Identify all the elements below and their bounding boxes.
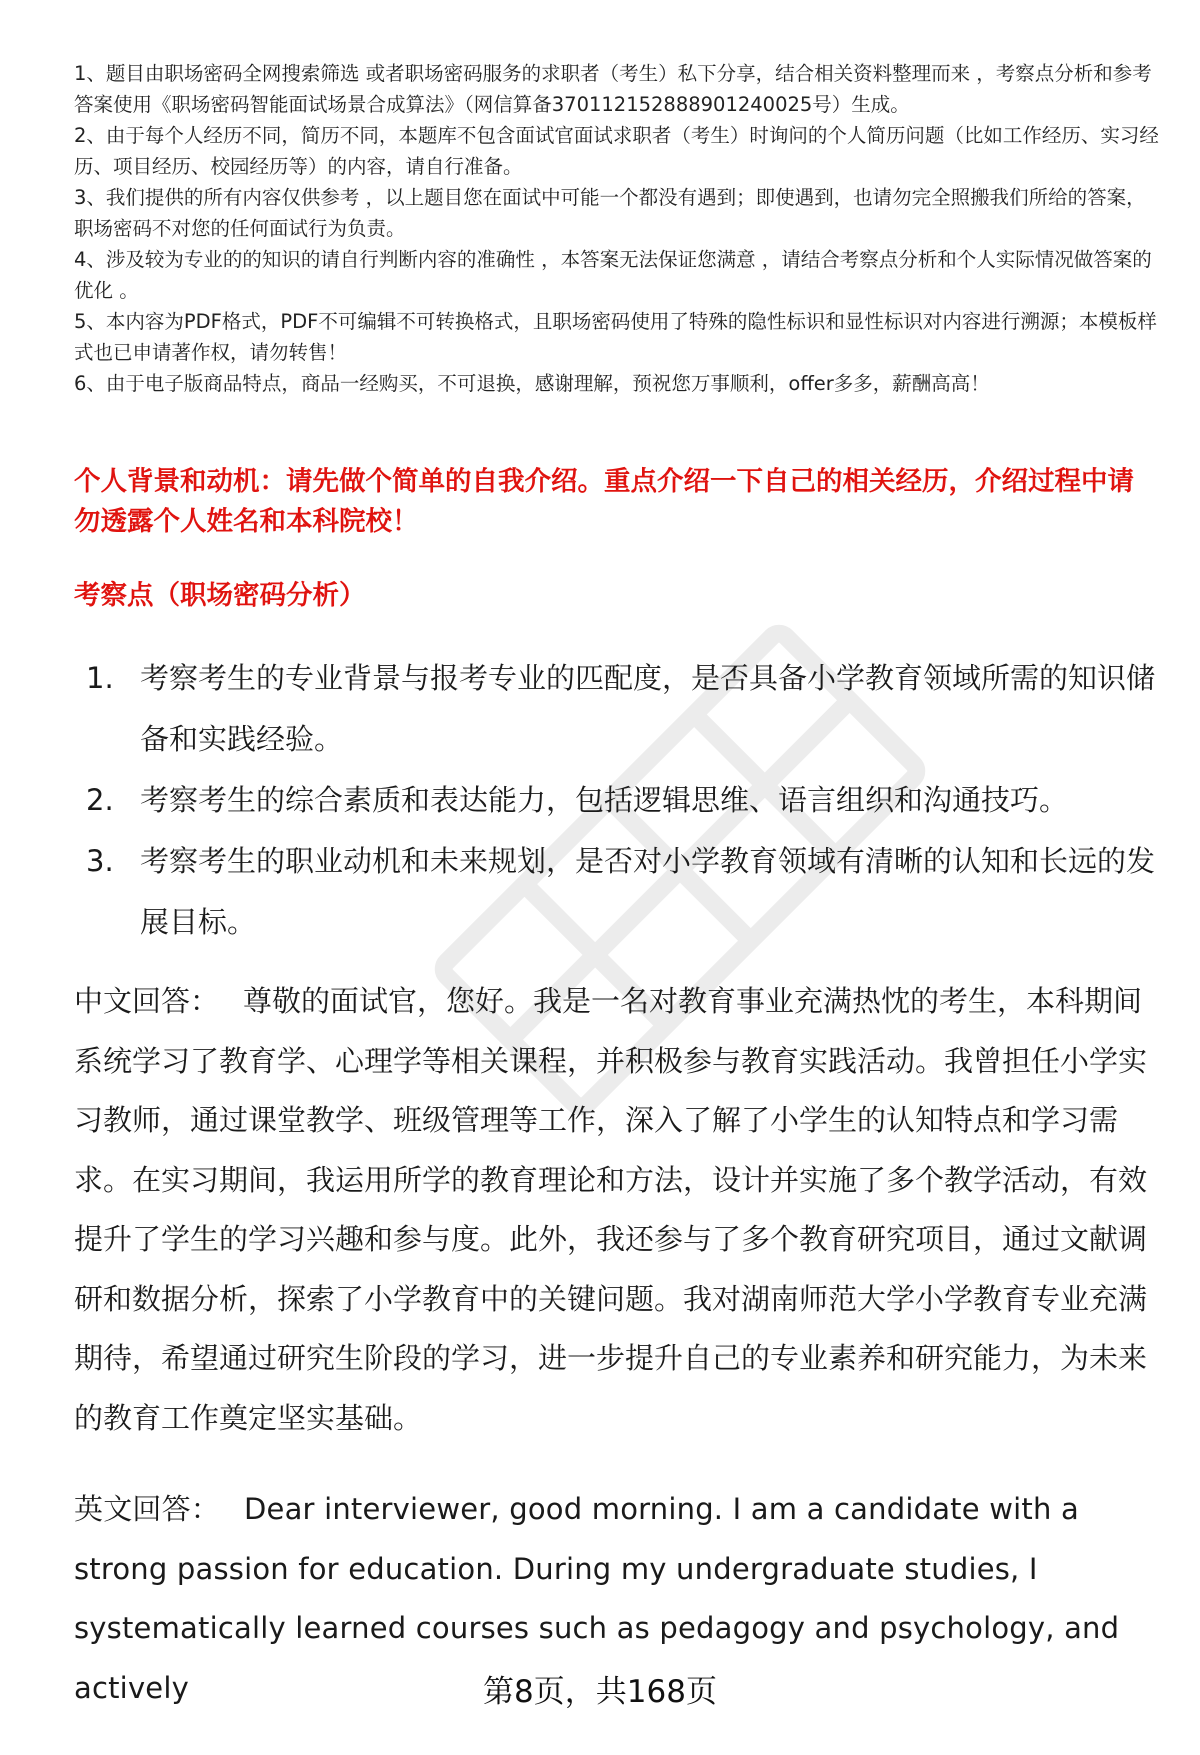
points-heading: 考察点（职场密码分析） (74, 580, 366, 611)
english-answer-label: 英文回答： (74, 1492, 221, 1526)
disclaimer-item: 1、题目由职场密码全网搜索筛选 或者职场密码服务的求职者（考生）私下分享，结合相关资料整理而来 ，考察点分析和参考答案使用《职场密码智能面试场景合成算法》（网信算备370112152888901240025号）生成。 (74, 62, 1152, 116)
evaluation-points-list (74, 648, 1160, 953)
question-heading: 个人背景和动机：请先做个简单的自我介绍。重点介绍一下自己的相关经历，介绍过程中请勿透露个人姓名和本科院校！ (74, 466, 1134, 537)
page-number-footer: 第8页，共168页 (483, 1674, 717, 1710)
disclaimer-item: 4、涉及较为专业的的知识的请自行判断内容的准确性 ，本答案无法保证您满意 ，请结合考察点分析和个人实际情况做答案的优化 。 (74, 248, 1152, 302)
disclaimer-item: 6、由于电子版商品特点，商品一经购买，不可退换，感谢理解，预祝您万事顺利，offer多多，薪酬高高！ (74, 372, 990, 395)
list-item-text: 考察考生的专业背景与报考专业的匹配度，是否具备小学教育领域所需的知识储备和实践经验。 (140, 661, 1156, 756)
chinese-answer (74, 972, 1160, 1448)
chinese-answer-label: 中文回答： (74, 984, 220, 1018)
english-answer-text: Dear interviewer, good morning. I am a candidate with a strong passion for education. During my undergraduate studies, I systematically learned courses such as pedagogy and psychology, and actively (74, 1492, 1120, 1705)
list-item-number: 3. (86, 844, 114, 878)
disclaimer-item: 2、由于每个人经历不同，简历不同，本题库不包含面试官面试求职者（考生）时询问的个人简历问题（比如工作经历、实习经历、项目经历、校园经历等）的内容，请自行准备。 (74, 124, 1159, 178)
disclaimer-item: 3、我们提供的所有内容仅供参考 ，以上题目您在面试中可能一个都没有遇到；即使遇到，也请勿完全照搬我们所给的答案，职场密码不对您的任何面试行为负责。 (74, 186, 1146, 240)
list-item (74, 831, 1160, 953)
disclaimer-item: 5、本内容为PDF格式，PDF不可编辑不可转换格式，且职场密码使用了特殊的隐性标识和显性标识对内容进行溯源；本模板样式也已申请著作权，请勿转售！ (74, 310, 1157, 364)
disclaimer-block (74, 58, 1160, 399)
list-item-number: 2. (86, 783, 114, 817)
list-item-number: 1. (86, 661, 114, 695)
list-item-text: 考察考生的综合素质和表达能力，包括逻辑思维、语言组织和沟通技巧。 (140, 783, 1069, 817)
list-item (74, 648, 1160, 770)
list-item (74, 770, 1160, 831)
chinese-answer-text: 尊敬的面试官，您好。我是一名对教育事业充满热忱的考生，本科期间系统学习了教育学、心理学等相关课程，并积极参与教育实践活动。我曾担任小学实习教师，通过课堂教学、班级管理等工作，深入了解了小学生的认知特点和学习需求。在实习期间，我运用所学的教育理论和方法，设计并实施了多个教学活动，有效提升了学生的学习兴趣和参与度。此外，我还参与了多个教育研究项目，通过文献调研和数据分析，探索了小学教育中的关键问题。我对湖南师范大学小学教育专业充满期待，希望通过研究生阶段的学习，进一步提升自己的专业素养和研究能力，为未来的教育工作奠定坚实基础。 (74, 984, 1148, 1435)
list-item-text: 考察考生的职业动机和未来规划，是否对小学教育领域有清晰的认知和长远的发展目标。 (140, 844, 1156, 939)
